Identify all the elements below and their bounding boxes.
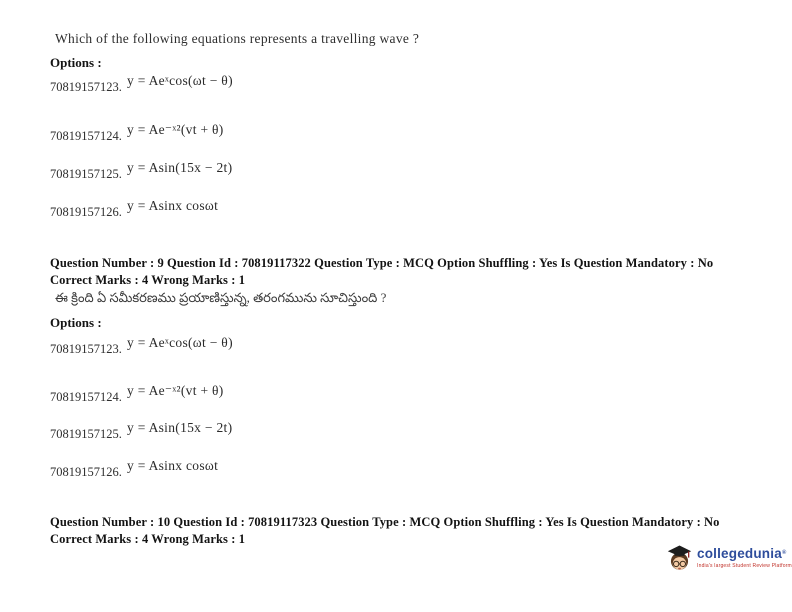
option-row (50, 160, 233, 183)
option-row (50, 458, 219, 481)
option-id: 70819157125. (50, 167, 122, 181)
option-row (50, 335, 233, 358)
collegedunia-tagline: India's largest Student Review Platform (697, 562, 792, 569)
collegedunia-brand-line (697, 546, 792, 563)
question-10-meta-line2: Correct Marks : 4 Wrong Marks : 1 (50, 532, 246, 546)
collegedunia-brand-text: collegedunia (697, 546, 782, 561)
option-id: 70819157123. (50, 342, 122, 356)
question-10-meta-line1: Question Number : 10 Question Id : 70819117323 Question Type : MCQ Option Shuffling : Yes Is Question Mandatory : No (50, 515, 720, 529)
option-id: 70819157124. (50, 390, 122, 404)
option-equation: y = Asin(15x − 2t) (127, 160, 233, 175)
option-row (50, 420, 233, 443)
collegedunia-mascot-icon (666, 543, 693, 579)
option-equation: y = Aeˣcos(ωt − θ) (127, 73, 233, 88)
option-equation: y = Ae⁻ˣ²(vt + θ) (127, 122, 224, 137)
option-id: 70819157126. (50, 465, 122, 479)
collegedunia-logo (666, 543, 792, 579)
option-equation: y = Aeˣcos(ωt − θ) (127, 335, 233, 350)
question-9-meta-line2: Correct Marks : 4 Wrong Marks : 1 (50, 273, 246, 287)
question-telugu-text: ఈ క్రింది ఏ సమీకరణము ప్రయాణిస్తున్న, తరంగమును సూచిస్తుంది ? (55, 290, 387, 305)
options-label-top: Options : (50, 55, 102, 70)
question-9-meta-line1: Question Number : 9 Question Id : 70819117322 Question Type : MCQ Option Shuffling : Yes Is Question Mandatory : No (50, 256, 714, 270)
option-equation: y = Ae⁻ˣ²(vt + θ) (127, 383, 224, 398)
options-label-q9: Options : (50, 315, 102, 330)
option-row (50, 73, 233, 96)
option-id: 70819157126. (50, 205, 122, 219)
option-row (50, 383, 224, 406)
option-equation: y = Asin(15x − 2t) (127, 420, 233, 435)
option-equation: y = Asinx cosωt (127, 198, 219, 213)
option-id: 70819157123. (50, 80, 122, 94)
registered-mark: ® (781, 550, 787, 556)
option-id: 70819157124. (50, 129, 122, 143)
option-row (50, 198, 219, 221)
option-equation: y = Asinx cosωt (127, 458, 219, 473)
option-id: 70819157125. (50, 427, 122, 441)
option-row (50, 122, 224, 145)
question-english-text: Which of the following equations represents a travelling wave ? (55, 31, 420, 46)
